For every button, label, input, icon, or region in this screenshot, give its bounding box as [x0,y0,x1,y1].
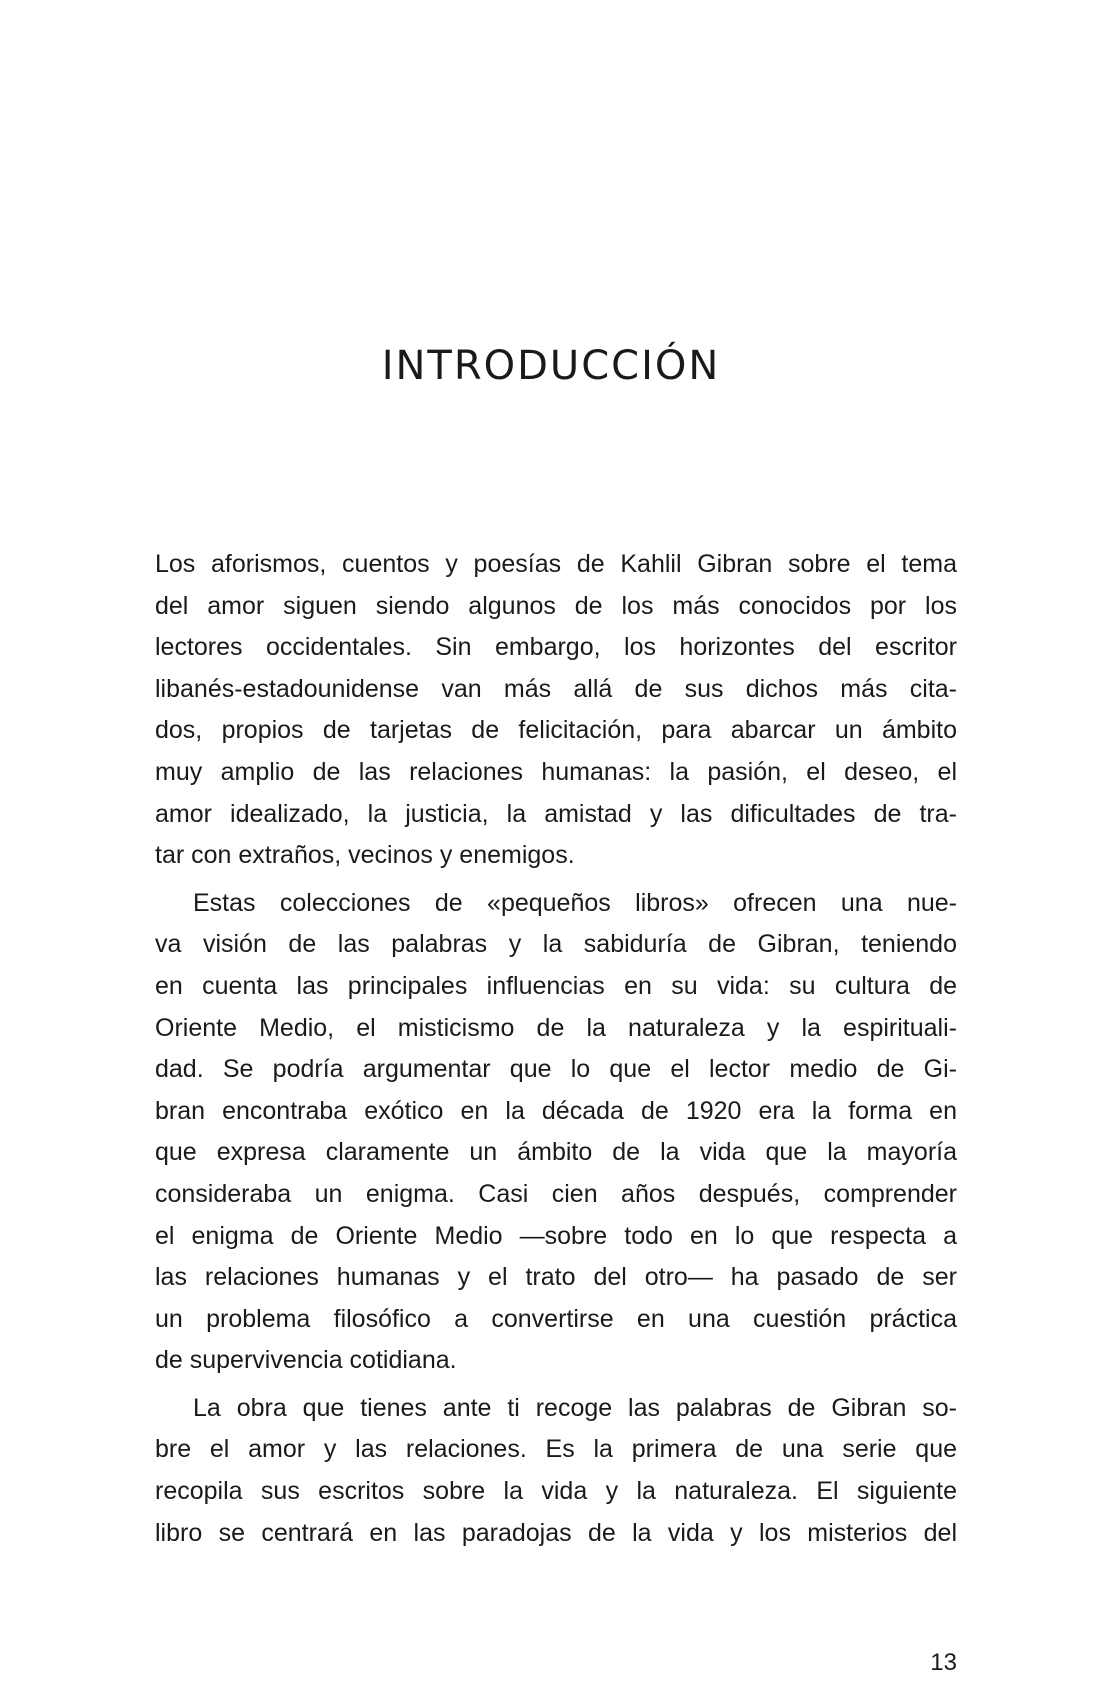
text-line: libanés-estadounidense van más allá de sus dichos más cita- [155,674,957,703]
paragraph-1 [155,544,957,877]
text-line: consideraba un enigma. Casi cien años después, comprender [155,1179,957,1208]
text-line: tar con extraños, vecinos y enemigos. [155,841,575,870]
text-line: Estas colecciones de «pequeños libros» ofrecen una nue- [193,888,957,917]
text-line: un problema filosófico a convertirse en una cuestión práctica [155,1304,957,1333]
text-line: bran encontraba exótico en la década de 1920 era la forma en [155,1096,957,1125]
text-line: que expresa claramente un ámbito de la vida que la mayoría [155,1138,957,1167]
text-line: bre el amor y las relaciones. Es la primera de una serie que [155,1435,957,1464]
text-line: de supervivencia cotidiana. [155,1346,457,1375]
body-text [155,544,957,1554]
text-line: Oriente Medio, el misticismo de la naturaleza y la espirituali- [155,1013,957,1042]
text-line: en cuenta las principales influencias en su vida: su cultura de [155,971,957,1000]
text-line: Los aforismos, cuentos y poesías de Kahlil Gibran sobre el tema [155,550,957,578]
text-line: libro se centrará en las paradojas de la vida y los misterios del [155,1518,957,1547]
text-line: muy amplio de las relaciones humanas: la pasión, el deseo, el [155,757,957,786]
paragraph-2 [155,883,957,1382]
text-line: el enigma de Oriente Medio —sobre todo en lo que respecta a [155,1221,957,1250]
text-line: dos, propios de tarjetas de felicitación, para abarcar un ámbito [155,716,957,745]
page-number: 13 [930,1649,957,1676]
text-line: amor idealizado, la justicia, la amistad y las dificultades de tra- [155,799,957,828]
text-line: las relaciones humanas y el trato del otro— ha pasado de ser [155,1263,957,1292]
paragraph-3 [155,1388,957,1554]
chapter-title: INTRODUCCIÓN [381,343,721,389]
text-line: lectores occidentales. Sin embargo, los horizontes del escritor [155,633,957,662]
text-line: dad. Se podría argumentar que lo que el lector medio de Gi- [155,1055,957,1084]
text-line: va visión de las palabras y la sabiduría de Gibran, teniendo [155,930,957,959]
text-line: La obra que tienes ante ti recoge las palabras de Gibran so- [193,1393,957,1422]
text-line: del amor siguen siendo algunos de los más conocidos por los [155,591,957,620]
text-line: recopila sus escritos sobre la vida y la naturaleza. El siguiente [155,1477,957,1506]
